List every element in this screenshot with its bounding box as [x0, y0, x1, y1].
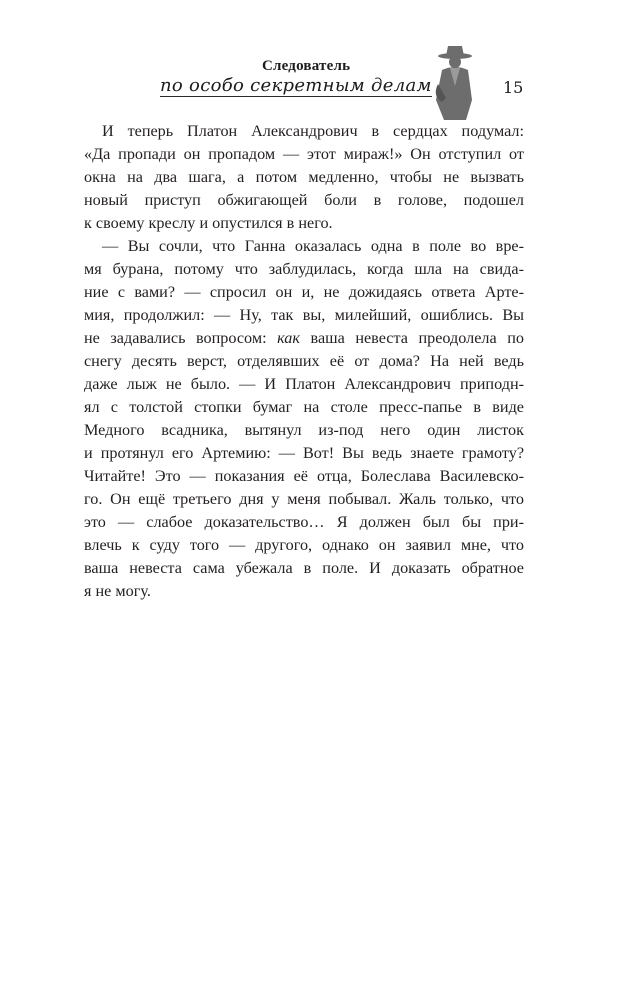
book-title-bottom: по особо секретным делам [160, 75, 432, 96]
text-line-mixed [84, 327, 524, 350]
italic-word: как [277, 329, 300, 347]
text-line: это — слабое доказательство… Я должен был бы при- [84, 513, 524, 531]
text-segment: ваша невеста преодолела по [299, 329, 524, 347]
text-line: мия, продолжил: — Ну, так вы, милейший, ошиблись. Вы [84, 306, 524, 324]
text-line: ял с толстой стопки бумаг на столе пресс-папье в виде [84, 398, 524, 416]
text-line: окна на два шага, а потом медленно, чтобы не вызвать [84, 168, 524, 186]
text-line: снегу десять верст, отделявших её от дома? На ней ведь [84, 352, 524, 370]
header-rule [160, 96, 432, 97]
text-line: — Вы сочли, что Ганна оказалась одна в поле во вре- [102, 237, 524, 255]
page-number: 15 [503, 78, 524, 97]
text-line: Читайте! Это — показания её отца, Болеслава Василевско- [84, 467, 524, 485]
text-line: новый приступ обжигающей боли в голове, подошел [84, 191, 524, 209]
text-line: Медного всадника, вытянул из-под него один листок [84, 421, 524, 439]
text-line: к своему креслу и опустился в него. [84, 214, 333, 232]
text-line: мя бурана, потому что заблудилась, когда шла на свида- [84, 260, 524, 278]
text-line: ние с вами? — спросил он и, не дожидаясь ответа Арте- [84, 283, 524, 301]
text-line: го. Он ещё третьего дня у меня побывал. Жаль только, что [84, 490, 524, 508]
text-line: «Да пропади он пропадом — этот мираж!» Он отступил от [84, 145, 524, 163]
text-line: даже лыж не было. — И Платон Александрович приподн- [84, 375, 524, 393]
text-line: и протянул его Артемию: — Вот! Вы ведь знаете грамоту? [84, 444, 524, 462]
book-title-top: Следователь [262, 58, 351, 74]
running-header [0, 0, 618, 120]
text-segment: не задавались вопросом: [84, 329, 278, 347]
text-line: я не могу. [84, 582, 151, 600]
body-text [84, 120, 524, 603]
text-line: влечь к суду того — другого, однако он заявил мне, что [84, 536, 524, 554]
detective-silhouette-icon [428, 44, 480, 120]
text-line: ваша невеста сама убежала в поле. И доказать обратное [84, 559, 524, 577]
text-line: И теперь Платон Александрович в сердцах подумал: [102, 122, 524, 140]
